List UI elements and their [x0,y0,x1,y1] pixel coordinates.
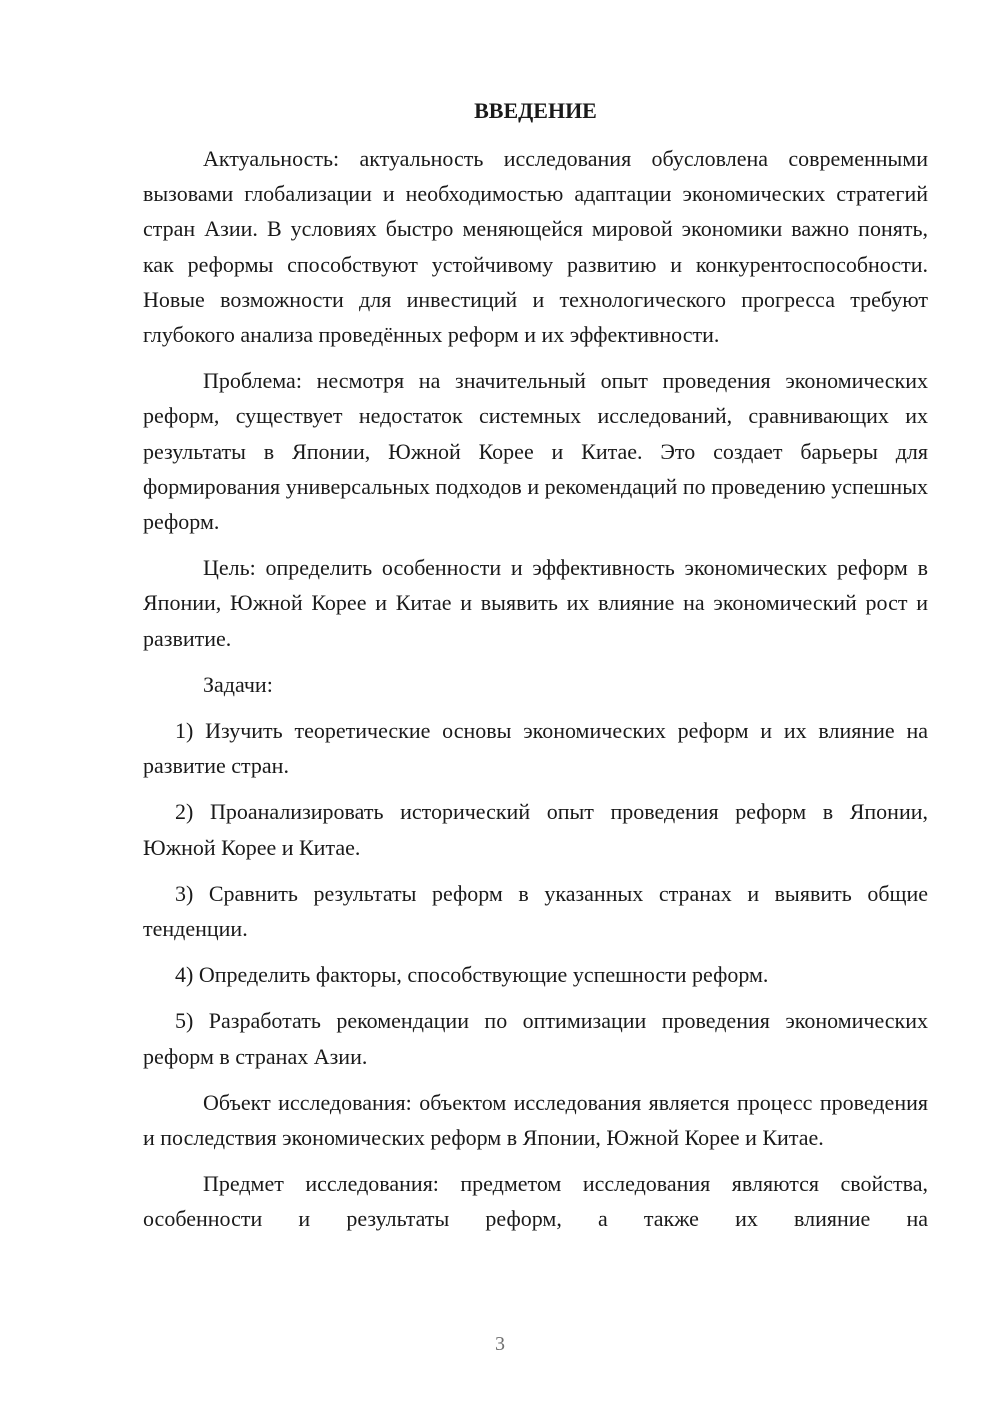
relevance-paragraph: Актуальность: актуальность исследования обусловлена современными вызовами глобализации и необходимостью адаптации экономических стратегий стран Азии. В условиях быстро меняющейся мировой экономики важно понять, как реформы способствуют устойчивому развитию и конкурентоспособности. Новые возможности для инвестиций и технологического прогресса требуют глубокого анализа проведённых реформ и их эффективности. [143,146,928,348]
task-item-4: 4) Определить факторы, способствующие успешности реформ. [175,962,769,988]
tasks-heading: Задачи: [203,671,273,697]
page-number: 3 [495,1333,505,1355]
page-title: ВВЕДЕНИЕ [474,98,597,123]
document-page [143,93,928,1248]
subject-paragraph: Предмет исследования: предметом исследования являются свойства, особенности и результаты реформ, а также их влияние на [143,1171,928,1232]
task-item-1: 1) Изучить теоретические основы экономических реформ и их влияние на развитие стран. [143,718,928,779]
problem-paragraph: Проблема: несмотря на значительный опыт проведения экономических реформ, существует недостаток системных исследований, сравнивающих их результаты в Японии, Южной Корее и Китае. Это создает барьеры для формирования универсальных подходов и рекомендаций по проведению успешных реформ. [143,368,928,535]
object-paragraph: Объект исследования: объектом исследования является процесс проведения и последствия экономических реформ в Японии, Южной Корее и Китае. [143,1089,928,1151]
goal-paragraph: Цель: определить особенности и эффективность экономических реформ в Японии, Южной Корее и Китае и выявить их влияние на экономический рост и развитие. [143,555,928,651]
task-item-3: 3) Сравнить результаты реформ в указанных странах и выявить общие тенденции. [143,880,928,942]
task-item-5: 5) Разработать рекомендации по оптимизации проведения экономических реформ в странах Азии. [143,1008,928,1069]
task-item-2: 2) Проанализировать исторический опыт проведения реформ в Японии, Южной Корее и Китае. [143,799,928,860]
